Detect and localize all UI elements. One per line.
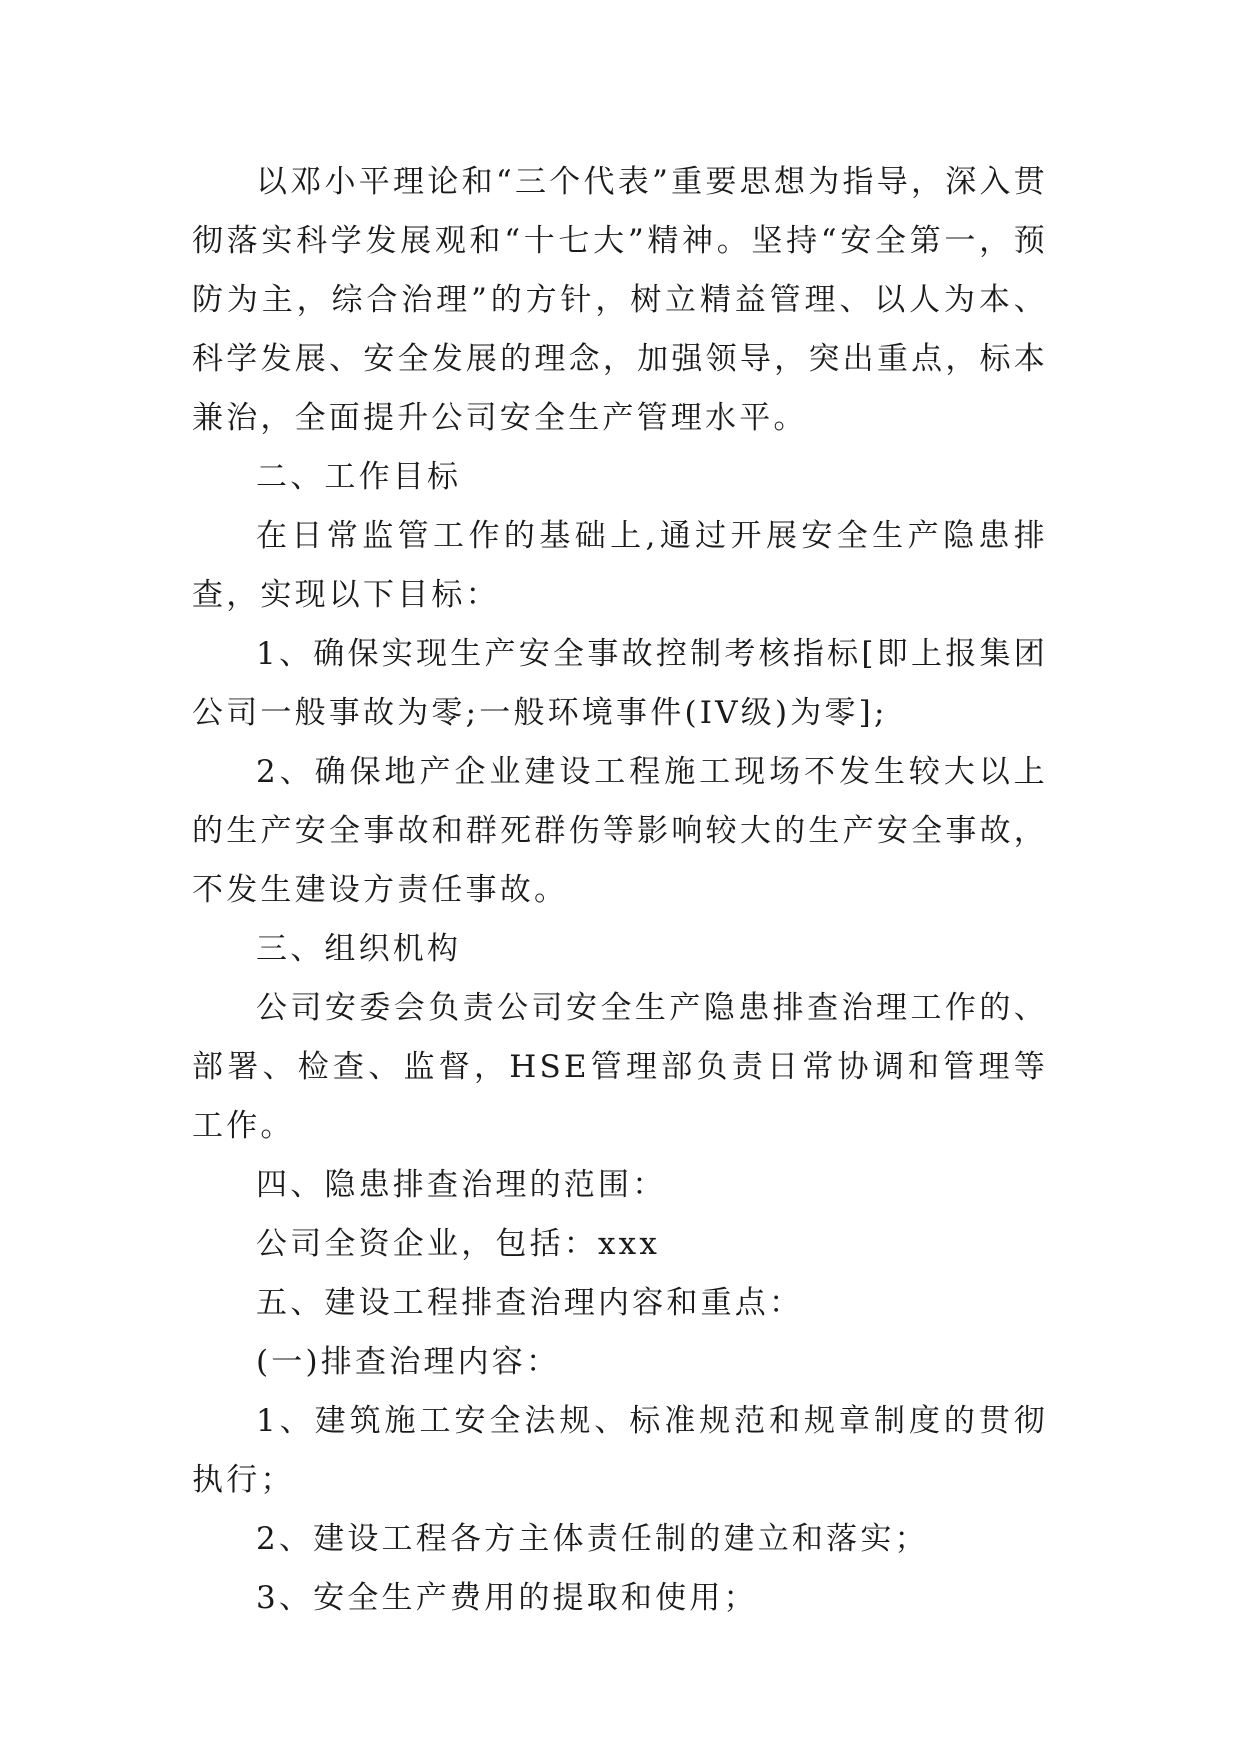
list-item-2: 2、建设工程各方主体责任制的建立和落实； xyxy=(256,1521,929,1557)
subheading-inspection-content: (一)排查治理内容： xyxy=(256,1344,561,1380)
heading-work-goals: 二、工作目标 xyxy=(256,459,462,495)
list-item-1: 1、建筑施工安全法规、标准规范和规章制度的贯彻执行； xyxy=(192,1403,1048,1498)
heading-organization: 三、组织机构 xyxy=(256,931,462,967)
heading-construction-content: 五、建设工程排查治理内容和重点： xyxy=(256,1285,804,1321)
heading-scope: 四、隐患排查治理的范围： xyxy=(256,1167,667,1203)
paragraph-guiding-ideology: 以邓小平理论和“三个代表”重要思想为指导，深入贯彻落实科学发展观和“十七大”精神。坚持“安全第一，预防为主，综合治理”的方针，树立精益管理、以人为本、科学发展、安全发展的理念，加强领导，突出重点，标本兼治，全面提升公司安全生产管理水平。 xyxy=(192,164,1048,436)
list-item-3: 3、安全生产费用的提取和使用； xyxy=(256,1580,758,1616)
paragraph-goal-1: 1、确保实现生产安全事故控制考核指标[即上报集团公司一般事故为零;一般环境事件(IV级)为零]; xyxy=(192,636,1048,731)
paragraph-scope: 公司全资企业，包括：xxx xyxy=(256,1226,661,1262)
paragraph-organization: 公司安委会负责公司安全生产隐患排查治理工作的、部署、检查、监督，HSE管理部负责日常协调和管理等工作。 xyxy=(192,990,1048,1144)
paragraph-goals-intro: 在日常监管工作的基础上,通过开展安全生产隐患排查，实现以下目标： xyxy=(192,518,1048,613)
document-body xyxy=(192,153,1048,1628)
paragraph-goal-2: 2、确保地产企业建设工程施工现场不发生较大以上的生产安全事故和群死群伤等影响较大的生产安全事故，不发生建设方责任事故。 xyxy=(192,754,1048,908)
